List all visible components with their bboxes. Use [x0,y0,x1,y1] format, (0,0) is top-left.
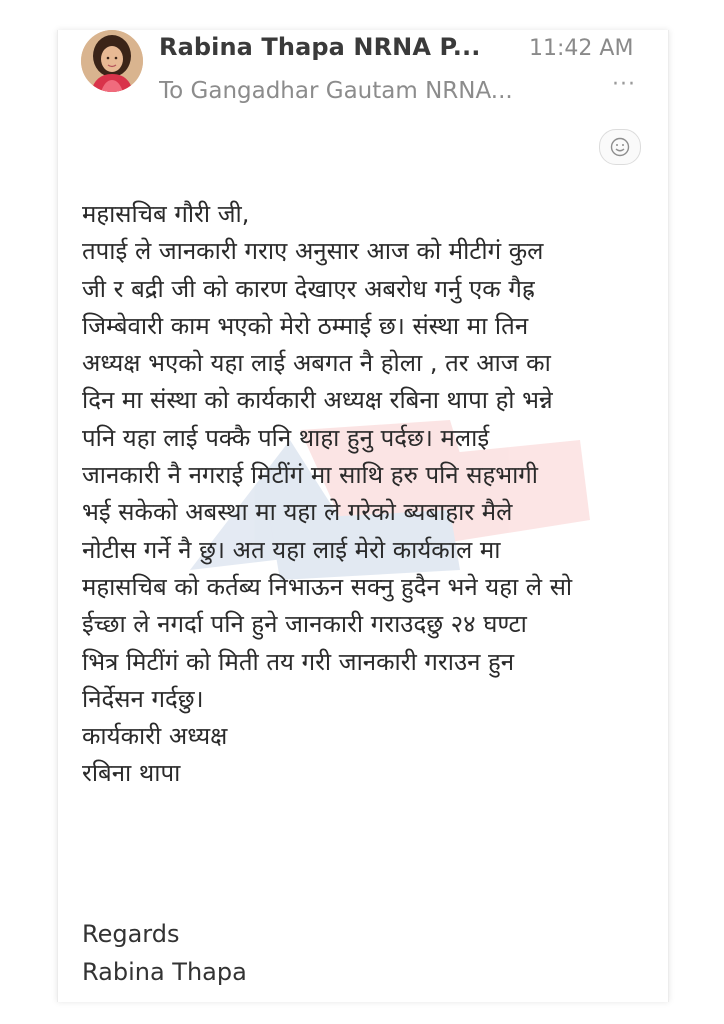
signature-name: Rabina Thapa [82,958,247,986]
smiley-face-icon [610,137,630,157]
body-line: ईच्छा ले नगर्दा पनि हुने जानकारी गराउदछु २४ घण्टा [82,610,527,639]
signature-block [82,915,247,991]
body-line: कार्यकारी अध्यक्ष [82,722,228,751]
body-line: पनि यहा लाई पक्कै पनि थाहा हुनु पर्दछ। मलाई [82,423,490,452]
sender-avatar[interactable] [81,30,143,92]
body-line: अध्यक्ष भएको यहा लाई अबगत नै होला , तर आज का [82,349,551,378]
body-line: भई सकेको अबस्था मा यहा ले गरेको ब्यबाहार मैले [82,498,513,527]
sender-name[interactable]: Rabina Thapa NRNA P... [159,33,481,61]
body-line: महासचिब को कर्तब्य निभाऊन सक्नु हुदैन भने यहा ले सो [82,572,573,601]
more-options-ellipsis-icon[interactable]: ··· [612,72,636,97]
email-body [82,196,652,793]
timestamp: 11:42 AM [529,36,634,61]
body-line: निर्देसन गर्दछु। [82,684,204,713]
body-line: भित्र मिटींगं को मिती तय गरी जानकारी गराउन हुन [82,647,515,676]
add-reaction-button[interactable] [599,129,641,165]
body-line: जिम्बेवारी काम भएको मेरो ठम्माई छ। संस्था मा तिन [82,311,529,340]
body-line: जानकारी नै नगराई मिटींगं मा साथि हरु पनि सहभागी [82,461,539,490]
body-line: जी र बद्री जी को कारण देखाएर अबरोध गर्नु एक गैह्र [82,274,535,303]
regards-text: Regards [82,920,180,948]
body-line: रबिना थापा [82,759,181,788]
body-line: दिन मा संस्था को कार्यकारी अध्यक्ष रबिना थापा हो भन्ने [82,386,553,415]
avatar-photo-icon [81,30,143,92]
body-line: नोटीस गर्ने नै छु। अत यहा लाई मेरो कार्यकाल मा [82,535,501,564]
recipient-line[interactable]: To Gangadhar Gautam NRNA... [159,78,513,104]
body-line: महासचिब गौरी जी, [82,200,250,228]
body-line: तपाई ले जानकारी गराए अनुसार आज को मीटीगं कुल [82,237,544,266]
